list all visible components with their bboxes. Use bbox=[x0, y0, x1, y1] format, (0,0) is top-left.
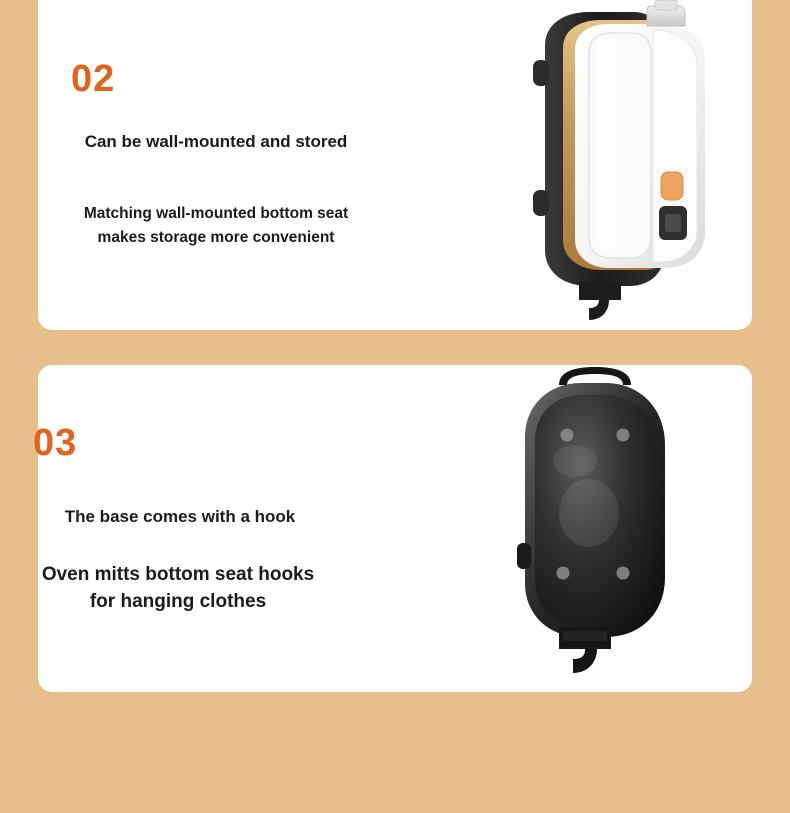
feature-card-02 bbox=[38, 0, 752, 330]
feature-subtext-02: Matching wall-mounted bottom seat makes storage more convenient bbox=[83, 205, 349, 246]
feature-headline-02: Can be wall-mounted and stored bbox=[84, 132, 348, 151]
feature-headline-03: The base comes with a hook bbox=[64, 507, 296, 526]
feature-text-column-02 bbox=[38, 0, 393, 330]
product-image-02 bbox=[493, 0, 752, 330]
feature-text-column-03 bbox=[38, 365, 393, 692]
step-number-02: 02 bbox=[71, 58, 116, 100]
product-image-03 bbox=[455, 365, 745, 692]
feature-subtext-03: Oven mitts bottom seat hooks for hanging clothes bbox=[41, 564, 315, 612]
step-number-03: 03 bbox=[33, 422, 78, 464]
